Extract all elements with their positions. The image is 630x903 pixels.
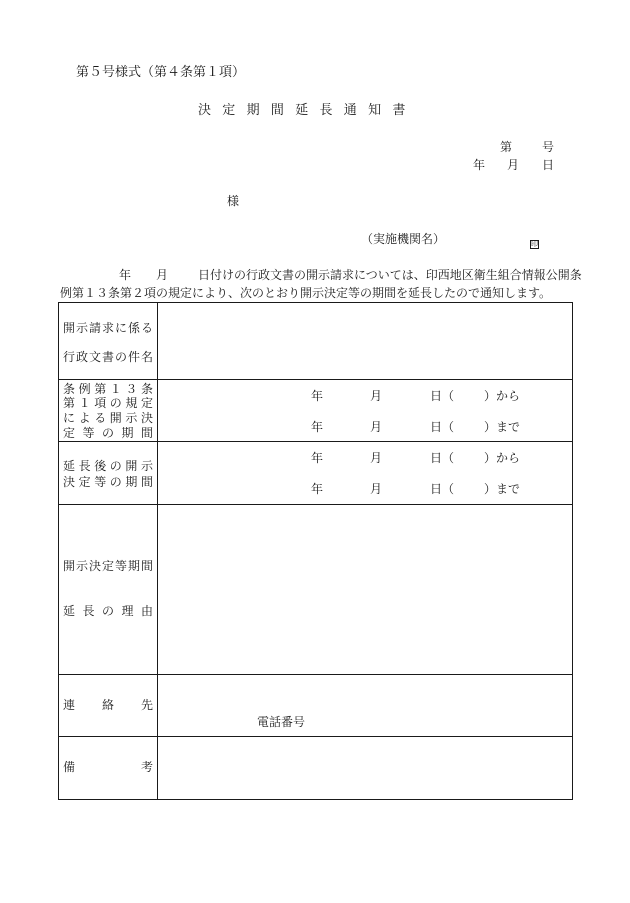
extended-period-to-year: 年 bbox=[311, 482, 324, 496]
extended-period-from-year: 年 bbox=[311, 451, 324, 465]
row4-label-line1: 開示決定等期間 bbox=[63, 559, 153, 573]
extended-period-to-suffix: ）まで bbox=[484, 482, 521, 496]
extended-period-to-month: 月 bbox=[370, 482, 383, 496]
body-month: 月 bbox=[156, 268, 169, 282]
row1-label-line1: 開示請求に係る bbox=[63, 321, 153, 335]
original-period-from-day: 日（ bbox=[430, 389, 455, 403]
issue-date-year: 年 bbox=[473, 158, 486, 172]
original-period-to-day: 日（ bbox=[430, 420, 455, 434]
body-line2: 例第１３条第２項の規定により、次のとおり開示決定等の期間を延長したので通知します。 bbox=[60, 286, 552, 300]
row4-label-line2: 延長の理由 bbox=[63, 604, 153, 618]
seal-icon: 印 bbox=[531, 240, 538, 248]
row2-label-line2: 第１項の規定 bbox=[63, 396, 153, 410]
table-border-right bbox=[572, 302, 573, 800]
agency-name-label: （実施機関名） bbox=[361, 232, 446, 246]
table-row-divider bbox=[58, 379, 572, 380]
table-column-divider bbox=[157, 302, 158, 799]
table-row-divider bbox=[58, 441, 572, 442]
table-border-bottom bbox=[58, 799, 572, 800]
original-period-to-suffix: ）まで bbox=[484, 420, 521, 434]
issue-date-month: 月 bbox=[507, 158, 520, 172]
doc-number-suffix: 号 bbox=[542, 140, 555, 154]
body-line1: 日付けの行政文書の開示請求については、印西地区衛生組合情報公開条 bbox=[198, 268, 582, 282]
table-row-divider bbox=[58, 504, 572, 505]
body-year: 年 bbox=[119, 268, 132, 282]
form-number: 第５号様式（第４条第１項） bbox=[76, 65, 246, 80]
extended-period-from-month: 月 bbox=[370, 451, 383, 465]
row1-label-line2: 行政文書の件名 bbox=[63, 350, 153, 364]
phone-number-label: 電話番号 bbox=[257, 715, 306, 729]
row3-label-line2: 決定等の期間 bbox=[63, 475, 153, 489]
recipient-honorific: 様 bbox=[227, 194, 240, 208]
original-period-from-suffix: ）から bbox=[484, 389, 521, 403]
row2-label-line1: 条例第１３条 bbox=[63, 382, 153, 396]
doc-number-label: 第 bbox=[500, 140, 513, 154]
original-period-to-year: 年 bbox=[311, 420, 324, 434]
row2-label-line4: 定等の期間 bbox=[63, 426, 153, 440]
remarks-label: 備考 bbox=[63, 760, 153, 774]
extended-period-from-day: 日（ bbox=[430, 451, 455, 465]
original-period-from-year: 年 bbox=[311, 389, 324, 403]
table-border-top bbox=[58, 302, 572, 303]
row3-label-line1: 延長後の開示 bbox=[63, 459, 153, 473]
extended-period-to-day: 日（ bbox=[430, 482, 455, 496]
table-border-left bbox=[58, 302, 59, 799]
table-row-divider bbox=[58, 674, 572, 675]
seal-mark bbox=[530, 234, 539, 253]
original-period-to-month: 月 bbox=[370, 420, 383, 434]
table-row-divider bbox=[58, 736, 572, 737]
issue-date-day: 日 bbox=[542, 158, 555, 172]
extended-period-from-suffix: ）から bbox=[484, 451, 521, 465]
row2-label-line3: による開示決 bbox=[63, 411, 153, 425]
contact-label: 連絡先 bbox=[63, 698, 153, 712]
document-title: 決定期間延長通知書 bbox=[198, 103, 417, 118]
original-period-from-month: 月 bbox=[370, 389, 383, 403]
